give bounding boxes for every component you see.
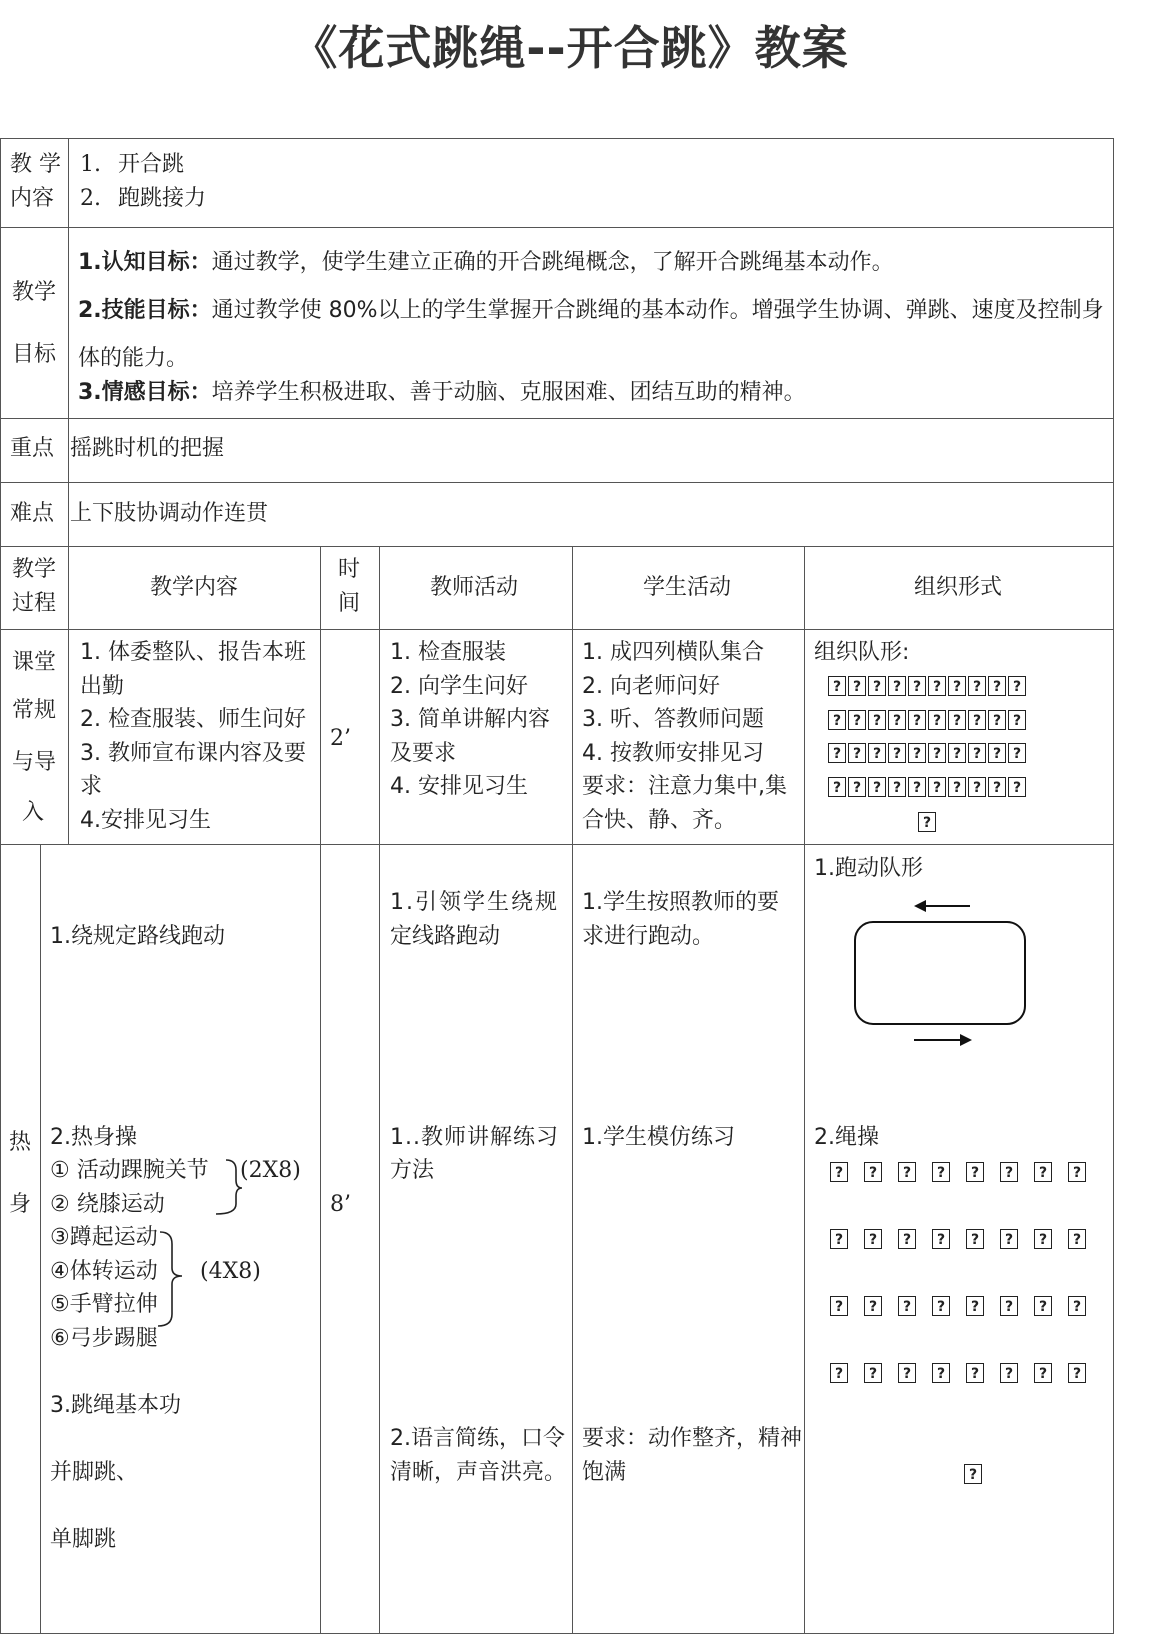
student-marker: ? <box>964 1464 982 1484</box>
difficulty-label: 难点 <box>10 501 55 526</box>
student-marker: ? <box>932 1296 950 1316</box>
arrow-left-icon <box>914 900 970 912</box>
student-marker: ? <box>1008 743 1026 763</box>
warmup-student-2: 求进行跑动。 <box>582 924 715 949</box>
warmup-item-1: ① 活动踝腕关节 <box>50 1158 209 1183</box>
warmup-basic-1: 并脚跳、 <box>50 1460 139 1485</box>
student-marker: ? <box>966 1296 984 1316</box>
student-marker: ? <box>868 676 886 696</box>
content-item-1: 开合跳 <box>118 152 185 177</box>
student-marker: ? <box>888 676 906 696</box>
warmup-teacher-2: 定线路跑动 <box>390 924 501 949</box>
routine-label-2: 常规 <box>12 698 57 723</box>
student-marker: ? <box>932 1363 950 1383</box>
student-marker: ? <box>898 1162 916 1182</box>
warmup-item-2: ② 绕膝运动 <box>50 1192 165 1217</box>
warmup-teacher-3: 1..教师讲解练习 <box>390 1125 559 1150</box>
routine-teacher-4: 及要求 <box>390 741 457 766</box>
student-marker: ? <box>888 777 906 797</box>
warmup-student-4: 要求：动作整齐，精神 <box>582 1426 803 1451</box>
student-marker: ? <box>948 710 966 730</box>
header-student: 学生活动 <box>643 575 732 600</box>
student-marker: ? <box>908 710 926 730</box>
warmup-org-run-label: 1.跑动队形 <box>814 856 923 881</box>
student-marker: ? <box>1068 1296 1086 1316</box>
content-label-2: 内容 <box>10 186 55 211</box>
warmup-basic-2: 单脚跳 <box>50 1527 117 1552</box>
student-marker: ? <box>868 777 886 797</box>
student-marker: ? <box>898 1229 916 1249</box>
goal-cognitive: 1.认知目标：通过教学，使学生建立正确的开合跳绳概念，了解开合跳绳基本动作。 <box>78 250 894 275</box>
student-marker: ? <box>888 710 906 730</box>
goals-label-1: 教学 <box>12 280 57 305</box>
warmup-org-rope-label: 2.绳操 <box>814 1125 879 1150</box>
header-time-2: 间 <box>338 591 361 616</box>
student-marker: ? <box>1000 1162 1018 1182</box>
warmup-label-2: 身 <box>9 1192 32 1217</box>
student-marker: ? <box>830 1363 848 1383</box>
student-marker: ? <box>966 1162 984 1182</box>
content-label-1: 教 学 <box>10 152 61 177</box>
header-teacher: 教师活动 <box>430 575 519 600</box>
student-marker: ? <box>828 777 846 797</box>
content-item-2: 跑跳接力 <box>118 186 207 211</box>
formation-row <box>830 1296 1102 1316</box>
student-marker: ? <box>1008 676 1026 696</box>
student-marker: ? <box>848 710 866 730</box>
arrow-right-icon <box>914 1034 972 1046</box>
content-num-2: 2. <box>80 186 101 211</box>
student-marker: ? <box>864 1296 882 1316</box>
header-process-2: 过程 <box>12 591 57 616</box>
header-content: 教学内容 <box>150 575 239 600</box>
student-marker: ? <box>932 1162 950 1182</box>
student-marker: ? <box>948 777 966 797</box>
warmup-student-1: 1.学生按照教师的要 <box>582 890 779 915</box>
warmup-teacher-5: 2.语言简练，口令 <box>390 1426 565 1451</box>
student-marker: ? <box>830 1296 848 1316</box>
student-marker: ? <box>928 777 946 797</box>
student-marker: ? <box>848 743 866 763</box>
student-marker: ? <box>966 1229 984 1249</box>
student-marker: ? <box>1068 1162 1086 1182</box>
goal-skill-cont: 体的能力。 <box>78 346 189 371</box>
warmup-item-4: ④体转运动 <box>50 1259 158 1284</box>
student-marker: ? <box>928 710 946 730</box>
warmup-teacher-4: 方法 <box>390 1158 435 1183</box>
formation-row <box>830 1162 1102 1182</box>
student-marker: ? <box>848 676 866 696</box>
student-marker: ? <box>1000 1229 1018 1249</box>
warmup-label-1: 热 <box>9 1130 32 1155</box>
key-point-label: 重点 <box>10 436 55 461</box>
student-marker: ? <box>1068 1363 1086 1383</box>
student-marker: ? <box>988 777 1006 797</box>
student-marker: ? <box>864 1363 882 1383</box>
student-marker: ? <box>848 777 866 797</box>
routine-content-5: 求 <box>80 774 103 799</box>
formation-row <box>830 1363 1102 1383</box>
warmup-content-basic: 3.跳绳基本功 <box>50 1393 181 1418</box>
routine-content-6: 4.安排见习生 <box>80 808 211 833</box>
routine-student-4: 4. 按教师安排见习 <box>582 741 764 766</box>
routine-teacher-5: 4. 安排见习生 <box>390 774 528 799</box>
routine-teacher-1: 1. 检查服装 <box>390 640 506 665</box>
student-marker: ? <box>1068 1229 1086 1249</box>
student-marker: ? <box>898 1363 916 1383</box>
routine-label-3: 与导 <box>12 750 57 775</box>
student-marker: ? <box>830 1229 848 1249</box>
goal-emotion: 3.情感目标：培养学生积极进取、善于动脑、克服困难、团结互助的精神。 <box>78 380 806 405</box>
student-marker: ? <box>968 743 986 763</box>
student-marker: ? <box>908 676 926 696</box>
warmup-student-5: 饱满 <box>582 1460 627 1485</box>
warmup-content-exercise: 2.热身操 <box>50 1125 137 1150</box>
student-marker: ? <box>1034 1229 1052 1249</box>
routine-time: 2’ <box>330 726 351 751</box>
student-marker: ? <box>830 1162 848 1182</box>
student-marker: ? <box>868 710 886 730</box>
routine-teacher-2: 2. 向学生问好 <box>390 674 528 699</box>
student-marker: ? <box>908 743 926 763</box>
difficulty-text: 上下肢协调动作连贯 <box>70 501 269 526</box>
warmup-rep-1: (2X8) <box>240 1158 301 1183</box>
formation-row <box>830 1229 1102 1249</box>
warmup-teacher-6: 清晰，声音洪亮。 <box>390 1460 567 1485</box>
content-num-1: 1. <box>80 152 101 177</box>
student-marker: ? <box>968 777 986 797</box>
warmup-item-6: ⑥弓步踢腿 <box>50 1326 158 1351</box>
warmup-student-3: 1.学生模仿练习 <box>582 1125 735 1150</box>
student-marker: ? <box>1034 1363 1052 1383</box>
student-marker: ? <box>948 743 966 763</box>
header-process-1: 教学 <box>12 557 57 582</box>
warmup-item-3: ③蹲起运动 <box>50 1225 158 1250</box>
routine-label-4: 入 <box>22 800 45 825</box>
routine-label-1: 课堂 <box>12 650 57 675</box>
student-marker: ? <box>988 676 1006 696</box>
student-marker: ? <box>988 710 1006 730</box>
student-marker: ? <box>864 1229 882 1249</box>
routine-student-1: 1. 成四列横队集合 <box>582 640 764 665</box>
routine-org-label: 组织队形: <box>814 640 910 665</box>
student-marker: ? <box>988 743 1006 763</box>
student-marker: ? <box>1000 1296 1018 1316</box>
student-marker: ? <box>1000 1363 1018 1383</box>
student-marker: ? <box>828 743 846 763</box>
routine-student-3: 3. 听、答教师问题 <box>582 707 764 732</box>
student-marker: ? <box>1008 777 1026 797</box>
key-point-text: 摇跳时机的把握 <box>70 436 225 461</box>
student-marker: ? <box>898 1296 916 1316</box>
running-route-diagram <box>840 892 1040 1052</box>
header-time-1: 时 <box>338 557 361 582</box>
header-organization: 组织形式 <box>914 575 1003 600</box>
student-marker: ? <box>828 710 846 730</box>
warmup-rep-2: (4X8) <box>200 1259 261 1284</box>
student-marker: ? <box>864 1162 882 1182</box>
student-marker: ? <box>928 743 946 763</box>
student-marker: ? <box>948 676 966 696</box>
student-marker: ? <box>888 743 906 763</box>
goals-label-2: 目标 <box>12 342 57 367</box>
routine-content-3: 2. 检查服装、师生问好 <box>80 707 306 732</box>
warmup-teacher-1: 1.引领学生绕规 <box>390 890 559 915</box>
warmup-time: 8’ <box>330 1192 351 1217</box>
student-marker: ? <box>1034 1162 1052 1182</box>
student-marker: ? <box>966 1363 984 1383</box>
document-title: 《花式跳绳--开合跳》教案 <box>291 21 849 75</box>
warmup-content-run: 1.绕规定路线跑动 <box>50 924 225 949</box>
goal-skill: 2.技能目标：通过教学使 80%以上的学生掌握开合跳绳的基本动作。增强学生协调、弹跳、速度及控制身 <box>78 298 1104 323</box>
student-marker: ? <box>1008 710 1026 730</box>
student-marker: ? <box>828 676 846 696</box>
routine-content-2: 出勤 <box>80 674 125 699</box>
routine-student-6: 合快、静、齐。 <box>582 808 737 833</box>
routine-student-2: 2. 向老师问好 <box>582 674 720 699</box>
student-marker: ? <box>908 777 926 797</box>
student-marker: ? <box>928 676 946 696</box>
warmup-item-5: ⑤手臂拉伸 <box>50 1292 158 1317</box>
routine-student-5: 要求：注意力集中,集 <box>582 774 787 799</box>
routine-content-1: 1. 体委整队、报告本班 <box>80 640 306 665</box>
student-marker: ? <box>918 812 936 832</box>
student-marker: ? <box>968 710 986 730</box>
student-marker: ? <box>932 1229 950 1249</box>
routine-teacher-3: 3. 简单讲解内容 <box>390 707 550 732</box>
routine-content-4: 3. 教师宣布课内容及要 <box>80 741 306 766</box>
student-marker: ? <box>968 676 986 696</box>
student-marker: ? <box>1034 1296 1052 1316</box>
student-marker: ? <box>868 743 886 763</box>
